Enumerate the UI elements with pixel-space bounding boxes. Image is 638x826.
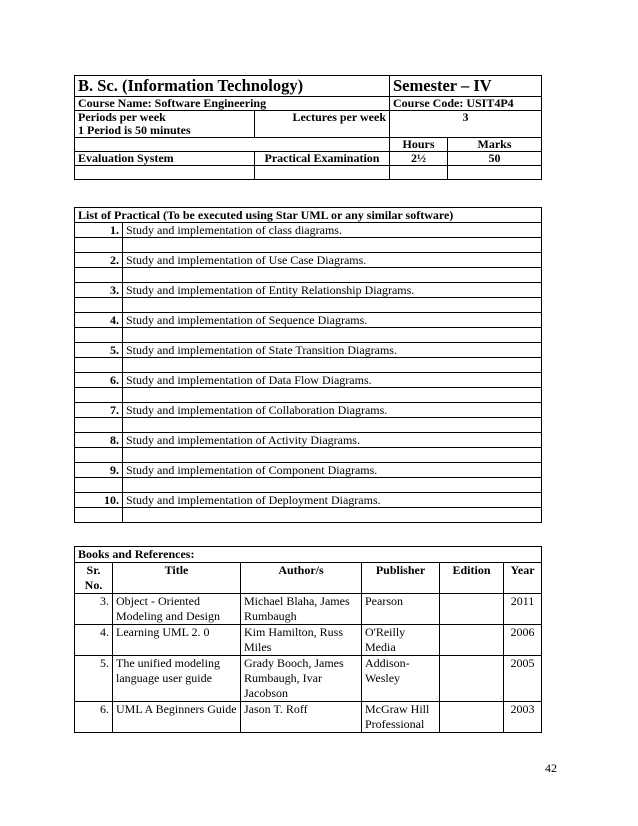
exam-marks: 50 <box>448 152 542 166</box>
empty-cell <box>75 508 123 523</box>
practical-number: 3. <box>75 283 123 298</box>
practical-text: Study and implementation of Use Case Diagrams. <box>123 253 542 268</box>
practical-text: Study and implementation of Component Diagrams. <box>123 463 542 478</box>
book-authors: Kim Hamilton, Russ Miles <box>241 625 362 656</box>
empty-cell <box>123 478 542 493</box>
practical-row <box>75 223 542 238</box>
table-row <box>75 702 542 733</box>
practical-spacer-row <box>75 508 542 523</box>
evaluation-label: Evaluation System <box>75 152 255 166</box>
practical-row <box>75 283 542 298</box>
practical-text: Study and implementation of State Transition Diagrams. <box>123 343 542 358</box>
exam-hours: 2½ <box>390 152 448 166</box>
book-publisher: O'Reilly Media <box>362 625 440 656</box>
practical-text: Study and implementation of Collaboration Diagrams. <box>123 403 542 418</box>
book-sr: 3. <box>75 594 113 625</box>
practical-spacer-row <box>75 238 542 253</box>
empty-cell <box>75 298 123 313</box>
practical-text: Study and implementation of Sequence Diagrams. <box>123 313 542 328</box>
book-authors: Jason T. Roff <box>241 702 362 733</box>
practical-row <box>75 493 542 508</box>
book-authors: Michael Blaha, James Rumbaugh <box>241 594 362 625</box>
practical-number: 4. <box>75 313 123 328</box>
empty-cell <box>123 298 542 313</box>
practical-spacer-row <box>75 388 542 403</box>
book-authors: Grady Booch, James Rumbaugh, Ivar Jacobson <box>241 656 362 702</box>
practical-row <box>75 433 542 448</box>
table-row <box>75 656 542 702</box>
practical-row <box>75 373 542 388</box>
practical-number: 8. <box>75 433 123 448</box>
hours-label: Hours <box>390 138 448 152</box>
practical-text: Study and implementation of Entity Relationship Diagrams. <box>123 283 542 298</box>
book-edition <box>440 594 504 625</box>
practical-spacer-row <box>75 358 542 373</box>
col-header-year: Year <box>504 563 542 594</box>
program-title: B. Sc. (Information Technology) <box>75 76 390 97</box>
practical-text: Study and implementation of class diagrams. <box>123 223 542 238</box>
practical-text: Study and implementation of Data Flow Diagrams. <box>123 373 542 388</box>
table-row <box>75 594 542 625</box>
practical-number: 1. <box>75 223 123 238</box>
book-year: 2006 <box>504 625 542 656</box>
empty-cell <box>75 138 390 152</box>
empty-cell <box>123 238 542 253</box>
empty-cell <box>75 166 255 180</box>
periods-label: Periods per week <box>78 110 166 124</box>
book-publisher: McGraw Hill Professional <box>362 702 440 733</box>
empty-cell <box>75 418 123 433</box>
book-title: UML A Beginners Guide <box>113 702 241 733</box>
book-edition <box>440 702 504 733</box>
books-heading: Books and References: <box>75 547 542 563</box>
book-title: Object - Oriented Modeling and Design <box>113 594 241 625</box>
book-edition <box>440 625 504 656</box>
book-title: The unified modeling language user guide <box>113 656 241 702</box>
empty-cell <box>123 508 542 523</box>
empty-cell <box>390 166 448 180</box>
col-header-authors: Author/s <box>241 563 362 594</box>
book-year: 2011 <box>504 594 542 625</box>
exam-label: Practical Examination <box>255 152 390 166</box>
book-sr: 6. <box>75 702 113 733</box>
empty-cell <box>75 238 123 253</box>
book-sr: 5. <box>75 656 113 702</box>
lectures-value: 3 <box>390 111 542 138</box>
empty-cell <box>75 388 123 403</box>
periods-cell <box>75 111 255 138</box>
book-year: 2005 <box>504 656 542 702</box>
practical-spacer-row <box>75 298 542 313</box>
table-row <box>75 625 542 656</box>
empty-cell <box>123 448 542 463</box>
empty-cell <box>448 166 542 180</box>
empty-cell <box>75 358 123 373</box>
col-header-edition: Edition <box>440 563 504 594</box>
practical-row <box>75 313 542 328</box>
practical-row <box>75 403 542 418</box>
empty-cell <box>75 478 123 493</box>
empty-cell <box>75 448 123 463</box>
empty-cell <box>255 166 390 180</box>
col-header-publisher: Publisher <box>362 563 440 594</box>
empty-cell <box>123 358 542 373</box>
practical-number: 10. <box>75 493 123 508</box>
empty-cell <box>123 328 542 343</box>
practical-spacer-row <box>75 268 542 283</box>
book-title: Learning UML 2. 0 <box>113 625 241 656</box>
practical-row <box>75 463 542 478</box>
course-code: Course Code: USIT4P4 <box>390 97 542 111</box>
practical-number: 7. <box>75 403 123 418</box>
practical-number: 5. <box>75 343 123 358</box>
course-name: Course Name: Software Engineering <box>75 97 390 111</box>
practical-text: Study and implementation of Deployment Diagrams. <box>123 493 542 508</box>
book-year: 2003 <box>504 702 542 733</box>
books-references-table <box>74 546 542 733</box>
practical-spacer-row <box>75 328 542 343</box>
book-sr: 4. <box>75 625 113 656</box>
practical-spacer-row <box>75 448 542 463</box>
empty-cell <box>123 418 542 433</box>
page-number: 42 <box>545 761 557 775</box>
empty-cell <box>123 268 542 283</box>
practical-row <box>75 253 542 268</box>
practical-heading: List of Practical (To be executed using Star UML or any similar software) <box>75 208 542 223</box>
col-header-sr: Sr. No. <box>75 563 113 594</box>
empty-cell <box>75 328 123 343</box>
practical-text: Study and implementation of Activity Diagrams. <box>123 433 542 448</box>
marks-label: Marks <box>448 138 542 152</box>
practical-row <box>75 343 542 358</box>
practical-list-table <box>74 207 542 523</box>
course-info-table <box>74 75 542 180</box>
practical-number: 9. <box>75 463 123 478</box>
lectures-label: Lectures per week <box>255 111 390 138</box>
col-header-title: Title <box>113 563 241 594</box>
book-edition <box>440 656 504 702</box>
book-publisher: Addison-Wesley <box>362 656 440 702</box>
practical-spacer-row <box>75 478 542 493</box>
period-note: 1 Period is 50 minutes <box>78 123 191 137</box>
semester-title: Semester – IV <box>390 76 542 97</box>
book-publisher: Pearson <box>362 594 440 625</box>
empty-cell <box>75 268 123 283</box>
empty-cell <box>123 388 542 403</box>
practical-number: 2. <box>75 253 123 268</box>
practical-number: 6. <box>75 373 123 388</box>
practical-spacer-row <box>75 418 542 433</box>
